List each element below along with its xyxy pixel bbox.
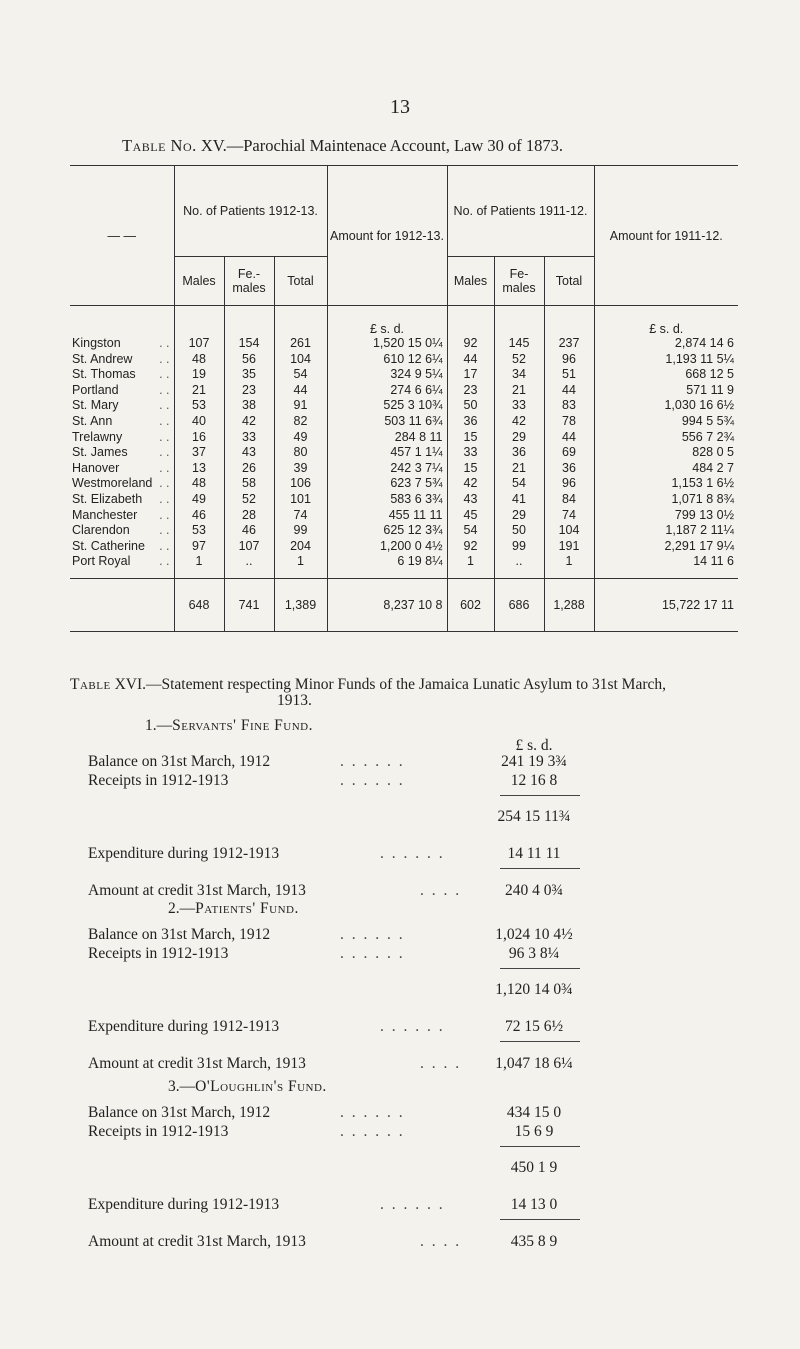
parish-name: St. James bbox=[72, 445, 128, 460]
table15-title bbox=[122, 136, 563, 156]
cell-t1: 106 bbox=[274, 476, 327, 492]
cell-t1: 99 bbox=[274, 523, 327, 539]
table-row bbox=[70, 461, 738, 477]
leader-dots: . . bbox=[159, 398, 170, 413]
cell-m1: 19 bbox=[174, 367, 224, 383]
parish-name: Trelawny bbox=[72, 429, 123, 444]
leader-dots: . . . . . . bbox=[380, 1018, 445, 1035]
table-row bbox=[70, 539, 738, 555]
cell-t2: 44 bbox=[544, 430, 594, 446]
table-row bbox=[70, 430, 738, 446]
cell-a2: 2,291 17 9¼ bbox=[594, 539, 738, 555]
receipts-label: Receipts in 1912-1913 bbox=[88, 772, 229, 789]
females-header: Fe- males bbox=[494, 257, 544, 306]
cell-t2: 96 bbox=[544, 476, 594, 492]
cell-m1: 1 bbox=[174, 554, 224, 570]
cell-a1: 1,200 0 4½ bbox=[327, 539, 447, 555]
leader-dots: . . . . bbox=[420, 1055, 462, 1072]
cell-a1: 457 1 1¼ bbox=[327, 445, 447, 461]
cell-a2: 1,153 1 6½ bbox=[594, 476, 738, 492]
parish-cell bbox=[70, 383, 174, 399]
cell-m1: 107 bbox=[174, 336, 224, 352]
cell-m2: 15 bbox=[447, 430, 494, 446]
patients-1912-header: No. of Patients 1912-13. bbox=[174, 166, 327, 257]
table-row bbox=[70, 476, 738, 492]
parish-name: Manchester bbox=[72, 507, 138, 522]
leader-dots: . . bbox=[159, 538, 170, 553]
cell-f2: 29 bbox=[494, 508, 544, 524]
cell-t1: 54 bbox=[274, 367, 327, 383]
leader-dots: . . . . . . bbox=[340, 1104, 405, 1121]
parish-name: Port Royal bbox=[72, 554, 131, 569]
cell-a2: 1,030 16 6½ bbox=[594, 398, 738, 414]
fund-number: 1.— bbox=[145, 717, 173, 734]
parish-name: Portland bbox=[72, 382, 119, 397]
cell-m1: 48 bbox=[174, 352, 224, 368]
cell-t2: 191 bbox=[544, 539, 594, 555]
cell-a2: 14 11 6 bbox=[594, 554, 738, 570]
parish-name: Kingston bbox=[72, 336, 121, 350]
total-a2: 15,722 17 11 bbox=[594, 578, 738, 631]
cell-f1: 43 bbox=[224, 445, 274, 461]
cell-a2: 571 11 9 bbox=[594, 383, 738, 399]
cell-m1: 13 bbox=[174, 461, 224, 477]
cell-f2: 52 bbox=[494, 352, 544, 368]
cell-t2: 44 bbox=[544, 383, 594, 399]
leader-dots: . . bbox=[159, 429, 170, 444]
leader-dots: . . . . . . bbox=[340, 1123, 405, 1140]
cell-t1: 104 bbox=[274, 352, 327, 368]
expenditure-label: Expenditure during 1912-1913 bbox=[88, 1018, 280, 1035]
receipts-label: Receipts in 1912-1913 bbox=[88, 945, 229, 962]
parish-name: Hanover bbox=[72, 460, 120, 475]
cell-a1: 623 7 5¾ bbox=[327, 476, 447, 492]
leader-dots: . . bbox=[159, 476, 170, 491]
cell-f2: .. bbox=[494, 554, 544, 570]
leader-dots: . . . . . . bbox=[380, 1196, 445, 1213]
table-row bbox=[70, 523, 738, 539]
total-f2: 686 bbox=[494, 578, 544, 631]
sum-rule bbox=[500, 968, 580, 969]
cell-m2: 1 bbox=[447, 554, 494, 570]
cell-f1: 38 bbox=[224, 398, 274, 414]
leader-dots: . . bbox=[159, 445, 170, 460]
parish-cell bbox=[70, 476, 174, 492]
parish-cell bbox=[70, 554, 174, 570]
cell-a2: 2,874 14 6 bbox=[594, 336, 738, 352]
credit-value: 435 8 9 bbox=[510, 1233, 558, 1250]
credit-value: 240 4 0¾ bbox=[504, 882, 564, 899]
leader-dots: . . bbox=[159, 507, 170, 522]
cell-t2: 69 bbox=[544, 445, 594, 461]
cell-f1: 46 bbox=[224, 523, 274, 539]
cell-a2: 668 12 5 bbox=[594, 367, 738, 383]
leader-dots: . . bbox=[159, 336, 170, 350]
cell-m2: 15 bbox=[447, 461, 494, 477]
cell-m2: 45 bbox=[447, 508, 494, 524]
fund-heading bbox=[168, 1078, 327, 1096]
table16-year: 1913. bbox=[277, 692, 312, 709]
currency-header: £ s. d. bbox=[594, 306, 738, 337]
fund-heading bbox=[145, 717, 313, 735]
cell-a2: 484 2 7 bbox=[594, 461, 738, 477]
total-m2: 602 bbox=[447, 578, 494, 631]
leader-dots: . . bbox=[159, 367, 170, 382]
leader-dots: . . . . bbox=[420, 1233, 462, 1250]
leader-dots: . . . . bbox=[420, 882, 462, 899]
cell-t1: 74 bbox=[274, 508, 327, 524]
cell-a2: 556 7 2¾ bbox=[594, 430, 738, 446]
females-header: Fe.- males bbox=[224, 257, 274, 306]
cell-m2: 44 bbox=[447, 352, 494, 368]
cell-t2: 96 bbox=[544, 352, 594, 368]
parish-name: St. Ann bbox=[72, 413, 113, 428]
cell-a1: 274 6 6¼ bbox=[327, 383, 447, 399]
sum-rule bbox=[500, 1219, 580, 1220]
table-row bbox=[70, 383, 738, 399]
credit-label: Amount at credit 31st March, 1913 bbox=[88, 882, 306, 899]
receipts-value: 96 3 8¼ bbox=[508, 945, 560, 962]
expenditure-label: Expenditure during 1912-1913 bbox=[88, 845, 280, 862]
sum-rule bbox=[500, 868, 580, 869]
cell-t2: 51 bbox=[544, 367, 594, 383]
cell-m1: 46 bbox=[174, 508, 224, 524]
table-row bbox=[70, 492, 738, 508]
cell-a2: 1,071 8 8¾ bbox=[594, 492, 738, 508]
cell-t2: 1 bbox=[544, 554, 594, 570]
fund-name: O'Loughlin's Fund. bbox=[195, 1078, 327, 1095]
table-row bbox=[70, 398, 738, 414]
balance-label: Balance on 31st March, 1912 bbox=[88, 926, 271, 943]
cell-m2: 17 bbox=[447, 367, 494, 383]
cell-t1: 49 bbox=[274, 430, 327, 446]
table-row bbox=[70, 352, 738, 368]
expenditure-label: Expenditure during 1912-1913 bbox=[88, 1196, 280, 1213]
table-row bbox=[70, 336, 738, 352]
total-t1: 1,389 bbox=[274, 578, 327, 631]
table-row bbox=[70, 445, 738, 461]
cell-t2: 104 bbox=[544, 523, 594, 539]
parish-name: St. Elizabeth bbox=[72, 491, 143, 506]
total-m1: 648 bbox=[174, 578, 224, 631]
cell-f1: 33 bbox=[224, 430, 274, 446]
balance-label: Balance on 31st March, 1912 bbox=[88, 1104, 271, 1121]
total-t2: 1,288 bbox=[544, 578, 594, 631]
cell-t1: 91 bbox=[274, 398, 327, 414]
cell-f2: 42 bbox=[494, 414, 544, 430]
parish-cell bbox=[70, 461, 174, 477]
currency-header: £ s. d. bbox=[327, 306, 447, 337]
cell-a1: 583 6 3¾ bbox=[327, 492, 447, 508]
leader-dots: . . bbox=[159, 413, 170, 428]
total-header: Total bbox=[544, 257, 594, 306]
credit-label: Amount at credit 31st March, 1913 bbox=[88, 1233, 306, 1250]
cell-t2: 237 bbox=[544, 336, 594, 352]
cell-a1: 503 11 6¾ bbox=[327, 414, 447, 430]
parish-name: St. Andrew bbox=[72, 351, 133, 366]
cell-t2: 74 bbox=[544, 508, 594, 524]
cell-f1: 26 bbox=[224, 461, 274, 477]
parish-cell bbox=[70, 539, 174, 555]
receipts-value: 15 6 9 bbox=[514, 1123, 554, 1140]
cell-m1: 53 bbox=[174, 523, 224, 539]
cell-m1: 53 bbox=[174, 398, 224, 414]
balance-value: 1,024 10 4½ bbox=[495, 926, 573, 943]
expenditure-value: 14 11 11 bbox=[507, 845, 561, 862]
parish-name: Clarendon bbox=[72, 523, 130, 538]
cell-f2: 41 bbox=[494, 492, 544, 508]
cell-f1: 58 bbox=[224, 476, 274, 492]
cell-f1: 42 bbox=[224, 414, 274, 430]
page-number: 13 bbox=[390, 96, 410, 118]
cell-f1: .. bbox=[224, 554, 274, 570]
cell-a1: 455 11 11 bbox=[327, 508, 447, 524]
cell-a1: 242 3 7¼ bbox=[327, 461, 447, 477]
parish-cell bbox=[70, 414, 174, 430]
cell-t1: 82 bbox=[274, 414, 327, 430]
table15-label: Table No. bbox=[122, 136, 197, 155]
cell-f1: 107 bbox=[224, 539, 274, 555]
balance-label: Balance on 31st March, 1912 bbox=[88, 753, 271, 770]
cell-a2: 994 5 5¾ bbox=[594, 414, 738, 430]
cell-m1: 40 bbox=[174, 414, 224, 430]
cell-a1: 525 3 10¾ bbox=[327, 398, 447, 414]
cell-a2: 828 0 5 bbox=[594, 445, 738, 461]
total-header: Total bbox=[274, 257, 327, 306]
cell-f2: 21 bbox=[494, 383, 544, 399]
cell-m2: 33 bbox=[447, 445, 494, 461]
cell-a1: 6 19 8¼ bbox=[327, 554, 447, 570]
cell-a2: 1,193 11 5¼ bbox=[594, 352, 738, 368]
cell-a1: 625 12 3¾ bbox=[327, 523, 447, 539]
cell-t1: 80 bbox=[274, 445, 327, 461]
cell-a1: 324 9 5¼ bbox=[327, 367, 447, 383]
expenditure-value: 72 15 6½ bbox=[504, 1018, 564, 1035]
cell-t2: 84 bbox=[544, 492, 594, 508]
leader-dots: . . bbox=[159, 351, 170, 366]
cell-f2: 33 bbox=[494, 398, 544, 414]
cell-a1: 610 12 6¼ bbox=[327, 352, 447, 368]
subtotal-value: 254 15 11¾ bbox=[497, 808, 571, 825]
table-row bbox=[70, 414, 738, 430]
parish-name: Westmoreland bbox=[72, 476, 153, 491]
cell-m2: 43 bbox=[447, 492, 494, 508]
leader-dots: . . . . . . bbox=[340, 772, 405, 789]
cell-m1: 21 bbox=[174, 383, 224, 399]
cell-t1: 261 bbox=[274, 336, 327, 352]
cell-m2: 42 bbox=[447, 476, 494, 492]
parish-name: St. Catherine bbox=[72, 538, 145, 553]
cell-m2: 50 bbox=[447, 398, 494, 414]
cell-t2: 36 bbox=[544, 461, 594, 477]
table16-title bbox=[70, 676, 666, 694]
subtotal-value: 1,120 14 0¾ bbox=[495, 981, 573, 998]
cell-m1: 16 bbox=[174, 430, 224, 446]
males-header: Males bbox=[174, 257, 224, 306]
cell-f2: 29 bbox=[494, 430, 544, 446]
credit-value: 1,047 18 6¼ bbox=[495, 1055, 573, 1072]
fund-heading bbox=[168, 900, 299, 918]
cell-f2: 99 bbox=[494, 539, 544, 555]
total-f1: 741 bbox=[224, 578, 274, 631]
cell-f2: 21 bbox=[494, 461, 544, 477]
fund-number: 2.— bbox=[168, 900, 196, 917]
cell-f2: 36 bbox=[494, 445, 544, 461]
parish-name: St. Mary bbox=[72, 398, 119, 413]
males-header: Males bbox=[447, 257, 494, 306]
cell-t2: 78 bbox=[544, 414, 594, 430]
leader-dots: . . bbox=[159, 382, 170, 397]
leader-dots: . . . . . . bbox=[340, 753, 405, 770]
table16-label: Table bbox=[70, 676, 111, 693]
fund-number: 3.— bbox=[168, 1078, 196, 1095]
receipts-value: 12 16 8 bbox=[510, 772, 558, 789]
cell-f1: 28 bbox=[224, 508, 274, 524]
parish-header: — — bbox=[70, 166, 174, 306]
cell-m1: 48 bbox=[174, 476, 224, 492]
parish-cell bbox=[70, 352, 174, 368]
cell-f2: 50 bbox=[494, 523, 544, 539]
cell-a2: 1,187 2 11¼ bbox=[594, 523, 738, 539]
cell-t2: 83 bbox=[544, 398, 594, 414]
amount-1911-header: Amount for 1911-12. bbox=[594, 166, 738, 306]
cell-f2: 34 bbox=[494, 367, 544, 383]
totals-row bbox=[70, 578, 738, 631]
cell-t1: 39 bbox=[274, 461, 327, 477]
leader-dots: . . bbox=[159, 523, 170, 538]
balance-value: 434 15 0 bbox=[506, 1104, 562, 1121]
cell-a1: 284 8 11 bbox=[327, 430, 447, 446]
leader-dots: . . bbox=[159, 460, 170, 475]
sum-rule bbox=[500, 795, 580, 796]
table-row bbox=[70, 508, 738, 524]
cell-f1: 52 bbox=[224, 492, 274, 508]
cell-m2: 92 bbox=[447, 336, 494, 352]
sum-rule bbox=[500, 1041, 580, 1042]
cell-m1: 97 bbox=[174, 539, 224, 555]
leader-dots: . . bbox=[159, 554, 170, 569]
subtotal-value: 450 1 9 bbox=[510, 1159, 558, 1176]
parish-cell bbox=[70, 445, 174, 461]
parish-cell bbox=[70, 336, 174, 352]
table15-title-text: XV.—Parochial Maintenace Account, Law 30 of 1873. bbox=[200, 136, 564, 155]
cell-t1: 204 bbox=[274, 539, 327, 555]
parish-cell bbox=[70, 508, 174, 524]
fund-name: Patients' Fund. bbox=[195, 900, 299, 917]
cell-m2: 36 bbox=[447, 414, 494, 430]
sum-rule bbox=[500, 1146, 580, 1147]
cell-m1: 49 bbox=[174, 492, 224, 508]
leader-dots: . . . . . . bbox=[340, 945, 405, 962]
leader-dots: . . . . . . bbox=[340, 926, 405, 943]
cell-t1: 1 bbox=[274, 554, 327, 570]
table16-title-text: XVI.—Statement respecting Minor Funds of the Jamaica Lunatic Asylum to 31st March, bbox=[114, 676, 667, 693]
cell-t1: 101 bbox=[274, 492, 327, 508]
maintenance-table bbox=[70, 165, 738, 632]
leader-dots: . . bbox=[159, 491, 170, 506]
parish-cell bbox=[70, 398, 174, 414]
cell-f2: 145 bbox=[494, 336, 544, 352]
cell-m2: 54 bbox=[447, 523, 494, 539]
cell-t1: 44 bbox=[274, 383, 327, 399]
cell-a1: 1,520 15 0¼ bbox=[327, 336, 447, 352]
receipts-label: Receipts in 1912-1913 bbox=[88, 1123, 229, 1140]
leader-dots: . . . . . . bbox=[380, 845, 445, 862]
parish-cell bbox=[70, 367, 174, 383]
cell-a2: 799 13 0½ bbox=[594, 508, 738, 524]
cell-f1: 56 bbox=[224, 352, 274, 368]
cell-f1: 154 bbox=[224, 336, 274, 352]
amount-1912-header: Amount for 1912-13. bbox=[327, 166, 447, 306]
fund-name: Servants' Fine Fund. bbox=[172, 717, 313, 734]
table-row bbox=[70, 367, 738, 383]
total-a1: 8,237 10 8 bbox=[327, 578, 447, 631]
cell-f1: 35 bbox=[224, 367, 274, 383]
parish-cell bbox=[70, 492, 174, 508]
cell-m1: 37 bbox=[174, 445, 224, 461]
balance-value: 241 19 3¾ bbox=[501, 753, 567, 770]
parish-cell bbox=[70, 523, 174, 539]
table-row bbox=[70, 554, 738, 570]
parish-cell bbox=[70, 430, 174, 446]
parish-name: St. Thomas bbox=[72, 367, 136, 382]
cell-f1: 23 bbox=[224, 383, 274, 399]
cell-m2: 23 bbox=[447, 383, 494, 399]
cell-m2: 92 bbox=[447, 539, 494, 555]
cell-f2: 54 bbox=[494, 476, 544, 492]
expenditure-value: 14 13 0 bbox=[510, 1196, 558, 1213]
patients-1911-header: No. of Patients 1911-12. bbox=[447, 166, 594, 257]
credit-label: Amount at credit 31st March, 1913 bbox=[88, 1055, 306, 1072]
currency-header: £ s. d. bbox=[515, 737, 553, 754]
